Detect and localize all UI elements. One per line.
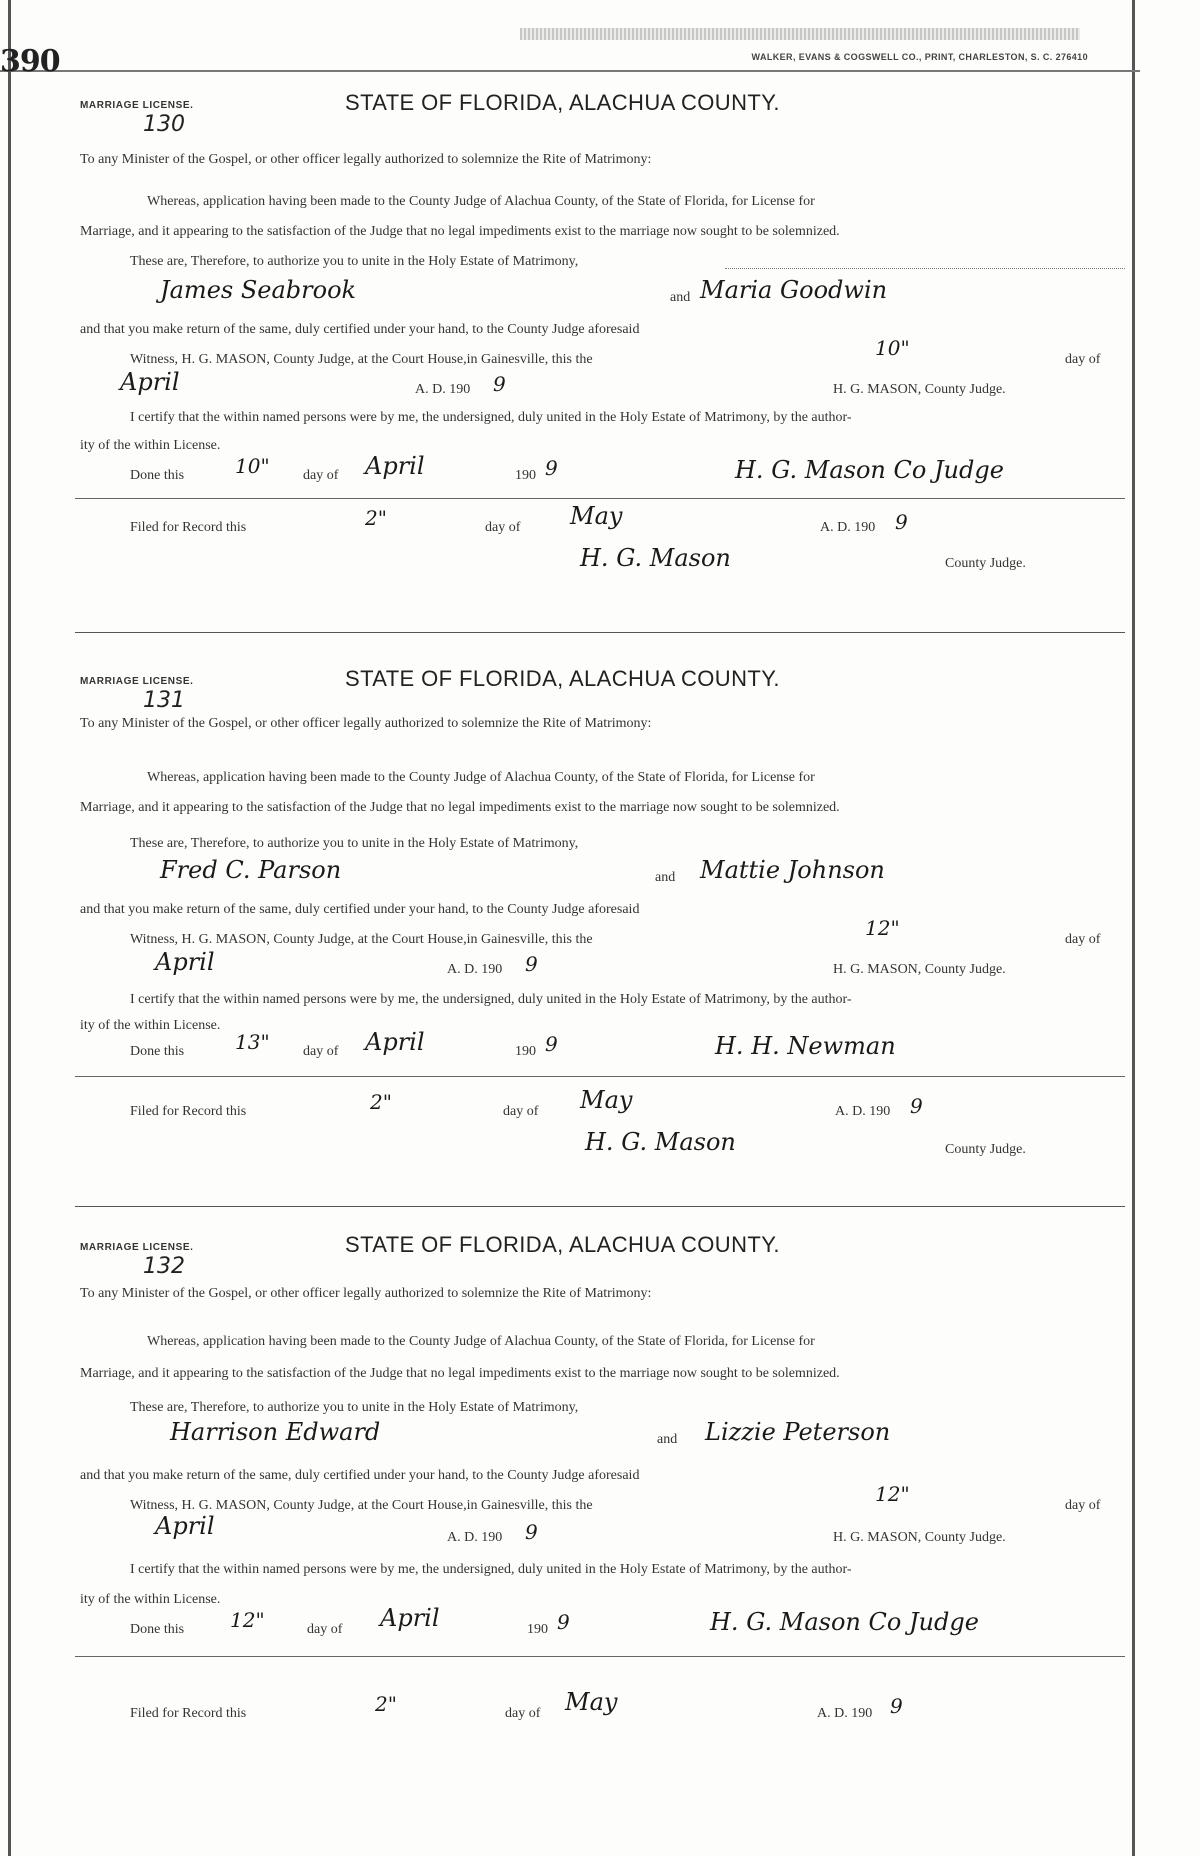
return-line: and that you make return of the same, duly certified under your hand, to the County Judge aforesaid <box>80 902 640 917</box>
ad-label: A. D. 190 <box>447 962 503 977</box>
groom-name: James Seabrook <box>160 276 357 304</box>
day-of-label: day of <box>1065 932 1101 947</box>
groom-name: Harrison Edward <box>170 1418 381 1446</box>
done-label: Done this <box>130 468 185 483</box>
return-line: and that you make return of the same, duly certified under your hand, to the County Judge aforesaid <box>80 322 640 337</box>
filing-rule <box>75 1076 1125 1077</box>
judge-label: H. G. MASON, County Judge. <box>833 382 1006 397</box>
filed-day: 2" <box>370 1090 392 1114</box>
filing-rule <box>75 498 1125 499</box>
page-number: 390 <box>0 44 60 79</box>
done-day: 13" <box>235 1030 270 1054</box>
judge-label: H. G. MASON, County Judge. <box>833 962 1006 977</box>
filed-label: Filed for Record this <box>130 1706 247 1721</box>
issue-year: 9 <box>525 1520 538 1544</box>
filed-day: 2" <box>365 506 387 530</box>
license-label: MARRIAGE LICENSE. <box>80 100 194 111</box>
issue-month: April <box>155 948 215 976</box>
filed-year: 9 <box>895 510 908 534</box>
filed-day-of-label: day of <box>505 1706 541 1721</box>
marriage-line: Marriage, and it appearing to the satisfaction of the Judge that no legal impediments exist to the marriage now sought to be solemnized. <box>80 1366 840 1381</box>
county-judge-label: County Judge. <box>945 556 1026 571</box>
done-year-prefix: 190 <box>515 468 536 483</box>
dotted-leader <box>725 254 1125 269</box>
license-title: STATE OF FLORIDA, ALACHUA COUNTY. <box>345 666 780 691</box>
license-number: 132 <box>143 1254 185 1279</box>
done-day-of-label: day of <box>303 468 339 483</box>
filed-month: May <box>570 502 623 530</box>
filed-month: May <box>580 1086 633 1114</box>
done-year: 9 <box>557 1610 570 1634</box>
issue-day: 12" <box>865 916 900 940</box>
filed-year: 9 <box>910 1094 923 1118</box>
and-label: and <box>655 870 676 885</box>
witness-line: Witness, H. G. MASON, County Judge, at the Court House,in Gainesville, this the <box>130 352 593 367</box>
license-131 <box>75 666 1125 1166</box>
officiant-signature: H. G. Mason Co Judge <box>735 456 1004 484</box>
certify-line: I certify that the within named persons were by me, the undersigned, duly united in the Holy Estate of Matrimony, by the author- <box>130 410 852 425</box>
right-margin-rule <box>1132 0 1135 1856</box>
witness-line: Witness, H. G. MASON, County Judge, at the Court House,in Gainesville, this the <box>130 1498 593 1513</box>
done-day-of-label: day of <box>307 1622 343 1637</box>
done-month: April <box>365 452 425 480</box>
ad-label: A. D. 190 <box>447 1530 503 1545</box>
top-rule <box>0 70 1140 72</box>
and-label: and <box>670 290 691 305</box>
and-label: and <box>657 1432 678 1447</box>
day-of-label: day of <box>1065 1498 1101 1513</box>
issue-year: 9 <box>493 372 506 396</box>
bride-name: Maria Goodwin <box>700 276 888 304</box>
certify-line: I certify that the within named persons were by me, the undersigned, duly united in the Holy Estate of Matrimony, by the author- <box>130 992 852 1007</box>
license-label: MARRIAGE LICENSE. <box>80 1242 194 1253</box>
witness-line: Witness, H. G. MASON, County Judge, at the Court House,in Gainesville, this the <box>130 932 593 947</box>
whereas-line: Whereas, application having been made to the County Judge of Alachua County, of the State of Florida, for License for <box>147 194 815 209</box>
filed-day-of-label: day of <box>485 520 521 535</box>
groom-name: Fred C. Parson <box>160 856 342 884</box>
filed-ad-label: A. D. 190 <box>820 520 876 535</box>
filed-ad-label: A. D. 190 <box>817 1706 873 1721</box>
day-of-label: day of <box>1065 352 1101 367</box>
county-judge-label: County Judge. <box>945 1142 1026 1157</box>
filed-month: May <box>565 1688 618 1716</box>
whereas-line: Whereas, application having been made to the County Judge of Alachua County, of the State of Florida, for License for <box>147 1334 815 1349</box>
done-year: 9 <box>545 456 558 480</box>
these-are-line: These are, Therefore, to authorize you to unite in the Holy Estate of Matrimony, <box>130 836 579 851</box>
license-130 <box>75 90 1125 590</box>
filed-label: Filed for Record this <box>130 520 247 535</box>
license-number: 130 <box>143 112 185 137</box>
officiant-signature: H. G. Mason Co Judge <box>710 1608 979 1636</box>
whereas-line: Whereas, application having been made to the County Judge of Alachua County, of the State of Florida, for License for <box>147 770 815 785</box>
return-line: and that you make return of the same, duly certified under your hand, to the County Judge aforesaid <box>80 1468 640 1483</box>
officiant-signature: H. H. Newman <box>715 1032 896 1060</box>
filed-label: Filed for Record this <box>130 1104 247 1119</box>
bride-name: Mattie Johnson <box>700 856 885 884</box>
judge-label: H. G. MASON, County Judge. <box>833 1530 1006 1545</box>
to-any-line: To any Minister of the Gospel, or other officer legally authorized to solemnize the Rite of Matrimony: <box>80 152 652 167</box>
filed-year: 9 <box>890 1694 903 1718</box>
filed-signature: H. G. Mason <box>580 544 731 572</box>
marriage-line: Marriage, and it appearing to the satisfaction of the Judge that no legal impediments exist to the marriage now sought to be solemnized. <box>80 800 840 815</box>
to-any-line: To any Minister of the Gospel, or other officer legally authorized to solemnize the Rite of Matrimony: <box>80 1286 652 1301</box>
authority-line: ity of the within License. <box>80 1592 221 1607</box>
issue-day: 12" <box>875 1482 910 1506</box>
these-are-line: These are, Therefore, to authorize you to unite in the Holy Estate of Matrimony, <box>130 254 579 269</box>
license-132 <box>75 1232 1125 1732</box>
header-bar <box>520 28 1080 40</box>
left-margin-rule <box>8 0 11 1856</box>
done-day: 10" <box>235 454 270 478</box>
filed-day-of-label: day of <box>503 1104 539 1119</box>
authority-line: ity of the within License. <box>80 438 221 453</box>
issue-month: April <box>120 368 180 396</box>
filed-signature: H. G. Mason <box>585 1128 736 1156</box>
done-year-prefix: 190 <box>527 1622 548 1637</box>
these-are-line: These are, Therefore, to authorize you to unite in the Holy Estate of Matrimony, <box>130 1400 579 1415</box>
license-title: STATE OF FLORIDA, ALACHUA COUNTY. <box>345 1232 780 1257</box>
done-day-of-label: day of <box>303 1044 339 1059</box>
done-month: April <box>380 1604 440 1632</box>
done-label: Done this <box>130 1044 185 1059</box>
printer-imprint: WALKER, EVANS & COGSWELL CO., PRINT, CHARLESTON, S. C. 276410 <box>751 52 1088 62</box>
marriage-line: Marriage, and it appearing to the satisfaction of the Judge that no legal impediments exist to the marriage now sought to be solemnized. <box>80 224 840 239</box>
filing-rule <box>75 1656 1125 1657</box>
filed-ad-label: A. D. 190 <box>835 1104 891 1119</box>
license-divider <box>75 632 1125 633</box>
license-number: 131 <box>143 688 185 713</box>
license-title: STATE OF FLORIDA, ALACHUA COUNTY. <box>345 90 780 115</box>
done-year: 9 <box>545 1032 558 1056</box>
issue-month: April <box>155 1512 215 1540</box>
to-any-line: To any Minister of the Gospel, or other officer legally authorized to solemnize the Rite of Matrimony: <box>80 716 652 731</box>
bride-name: Lizzie Peterson <box>705 1418 891 1446</box>
filed-day: 2" <box>375 1692 397 1716</box>
authority-line: ity of the within License. <box>80 1018 221 1033</box>
done-month: April <box>365 1028 425 1056</box>
done-label: Done this <box>130 1622 185 1637</box>
license-divider <box>75 1206 1125 1207</box>
issue-year: 9 <box>525 952 538 976</box>
issue-day: 10" <box>875 336 910 360</box>
certify-line: I certify that the within named persons were by me, the undersigned, duly united in the Holy Estate of Matrimony, by the author- <box>130 1562 852 1577</box>
ad-label: A. D. 190 <box>415 382 471 397</box>
license-label: MARRIAGE LICENSE. <box>80 676 194 687</box>
done-day: 12" <box>230 1608 265 1632</box>
done-year-prefix: 190 <box>515 1044 536 1059</box>
